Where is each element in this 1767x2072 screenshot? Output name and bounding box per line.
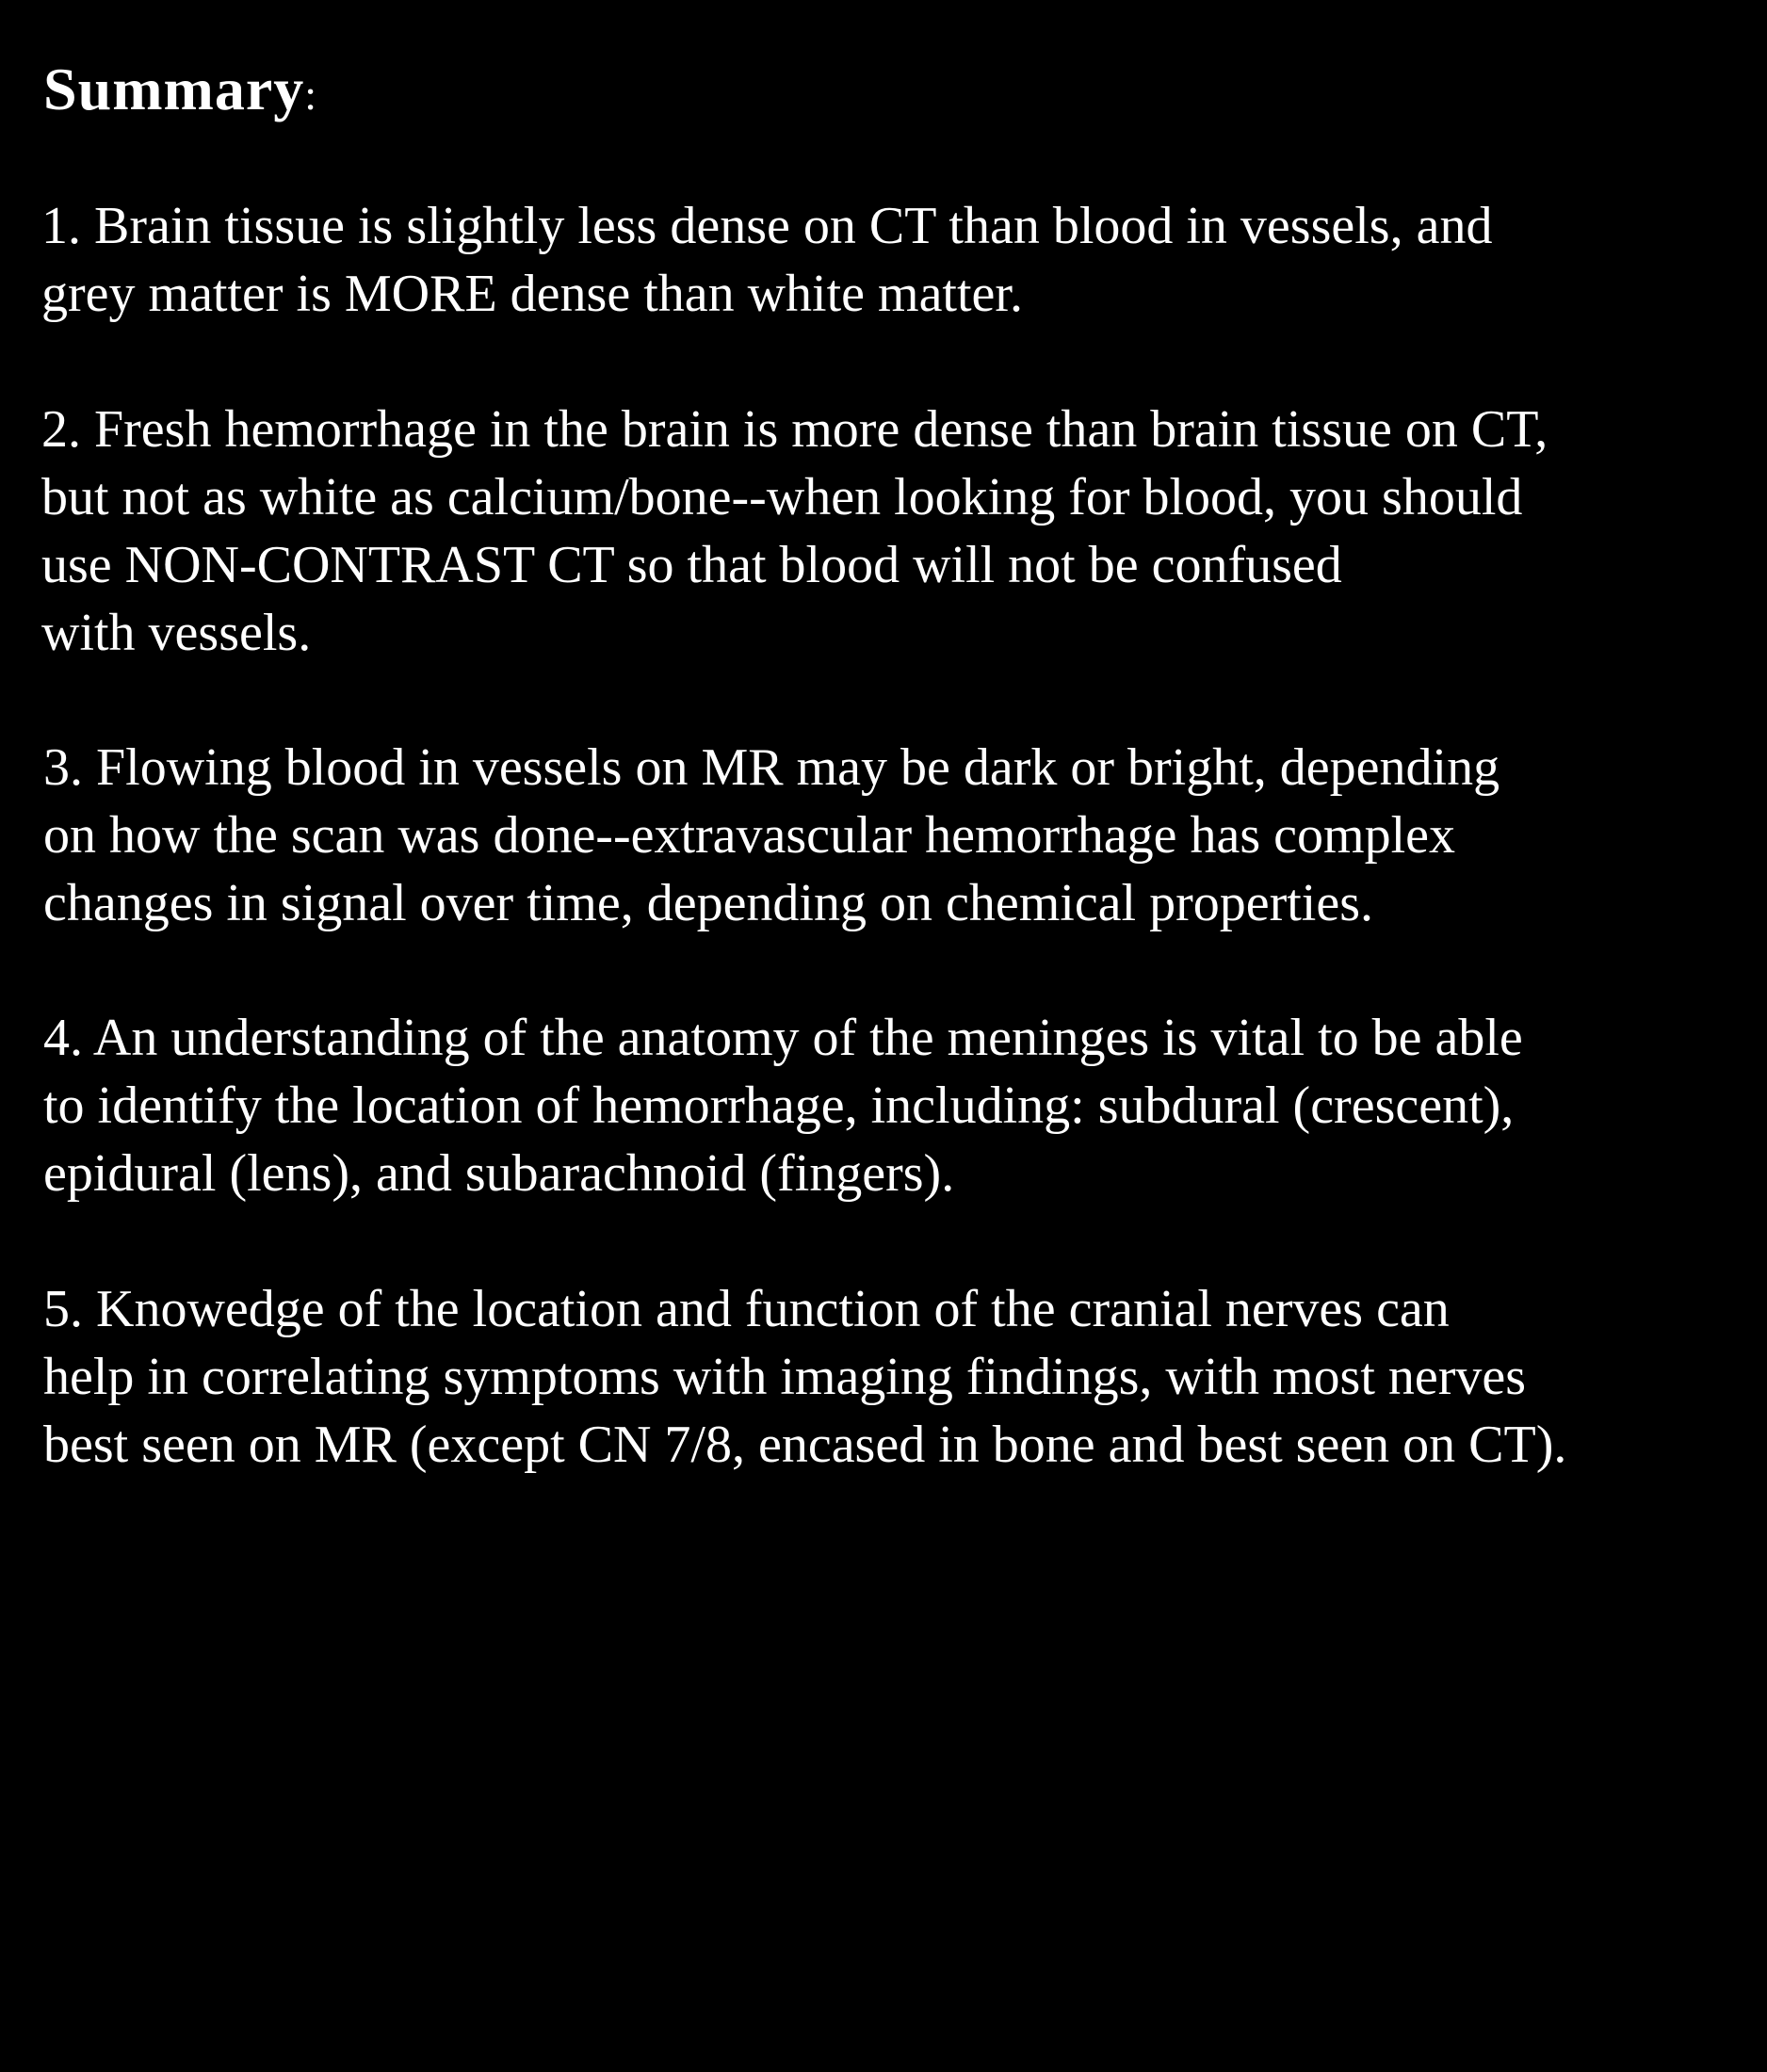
item-2-line-1: 2. Fresh hemorrhage in the brain is more dense than brain tissue on CT, <box>41 400 1548 459</box>
item-5-line-3: best seen on MR (except CN 7/8, encased in bone and best seen on CT). <box>43 1416 1567 1474</box>
item-1-line-2: grey matter is MORE dense than white matter. <box>41 265 1023 323</box>
slide-title <box>43 52 317 133</box>
item-1-line-1: 1. Brain tissue is slightly less dense on CT than blood in vessels, and <box>41 197 1493 255</box>
item-5-line-1: 5. Knowedge of the location and function of the cranial nerves can <box>43 1280 1450 1338</box>
item-4-line-1: 4. An understanding of the anatomy of the meninges is vital to be able <box>43 1009 1523 1067</box>
title-colon: : <box>304 71 317 119</box>
title-text: Summary <box>43 56 305 122</box>
item-2-line-2: but not as white as calcium/bone--when looking for blood, you should <box>41 468 1523 526</box>
item-2-line-4: with vessels. <box>41 604 312 662</box>
item-5-line-2: help in correlating symptoms with imaging findings, with most nerves <box>43 1348 1527 1406</box>
item-4-line-2: to identify the location of hemorrhage, including: subdural (crescent), <box>43 1076 1515 1135</box>
item-3-line-1: 3. Flowing blood in vessels on MR may be dark or bright, depending <box>43 738 1500 797</box>
item-3-line-3: changes in signal over time, depending on chemical properties. <box>43 874 1374 932</box>
item-3-line-2: on how the scan was done--extravascular hemorrhage has complex <box>43 806 1455 865</box>
item-4-line-3: epidural (lens), and subarachnoid (fingers). <box>43 1144 955 1203</box>
item-2-line-3: use NON-CONTRAST CT so that blood will not be confused <box>41 536 1342 594</box>
